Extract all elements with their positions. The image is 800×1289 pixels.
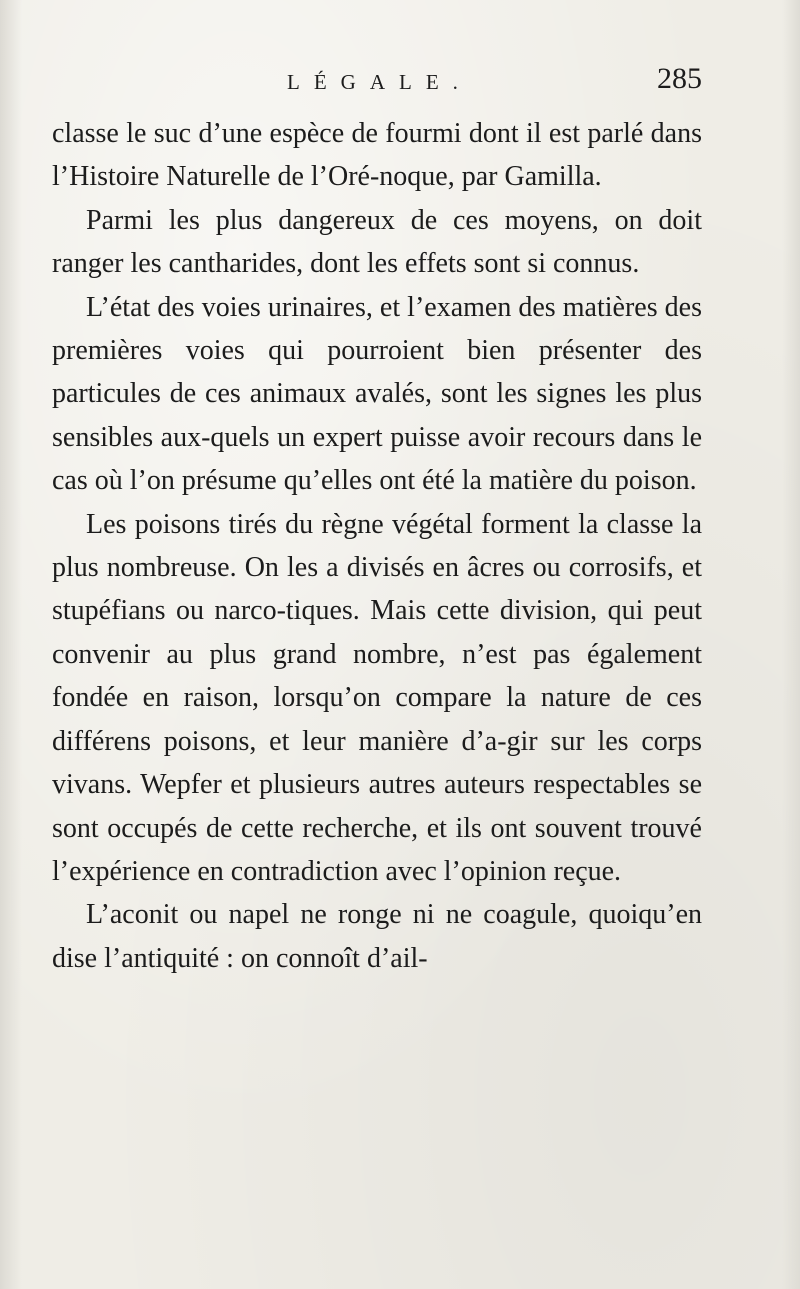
- page-right-shadow: [782, 0, 800, 1289]
- page-number: 285: [657, 62, 702, 95]
- paragraph-2: Parmi les plus dangereux de ces moyens, on doit ranger les cantharides, dont les effets sont si connus.: [52, 204, 702, 280]
- paragraph-5: L’aconit ou napel ne ronge ni ne coagule, quoiqu’en dise l’antiquité : on connoît d’ail-: [52, 899, 702, 974]
- paragraph-1: classe le suc d’une espèce de fourmi dont il est parlé dans l’Histoire Naturelle de l’Oré-noque, par Gamilla.: [52, 118, 702, 193]
- page-header: [52, 58, 702, 102]
- paragraph-4: Les poisons tirés du règne végétal forment la classe la plus nombreuse. On les a divisés en âcres ou corrosifs, et stupéfians ou narco-tiques. Mais cette division, qui peut convenir au plus grand nombre, n’est pas également fondée en raison, lorsqu’on compare la nature de ces différens poisons, et leur manière d’a-gir sur les corps vivans. Wepfer et plusieurs autres auteurs respectables se sont occupés de cette recherche, et ils ont souvent trouvé l’expérience en contradiction avec l’opinion reçue.: [52, 508, 702, 887]
- paragraph-3: L’état des voies urinaires, et l’examen des matières des premières voies qui pourroient bien présenter des particules de ces animaux avalés, sont les signes les plus sensibles aux-quels un expert puisse avoir recours dans le cas où l’on présume qu’elles ont été la matière du poison.: [52, 291, 702, 497]
- page-left-shadow: [0, 0, 22, 1289]
- running-head: LÉGALE.: [287, 70, 472, 94]
- body-text: [52, 112, 702, 980]
